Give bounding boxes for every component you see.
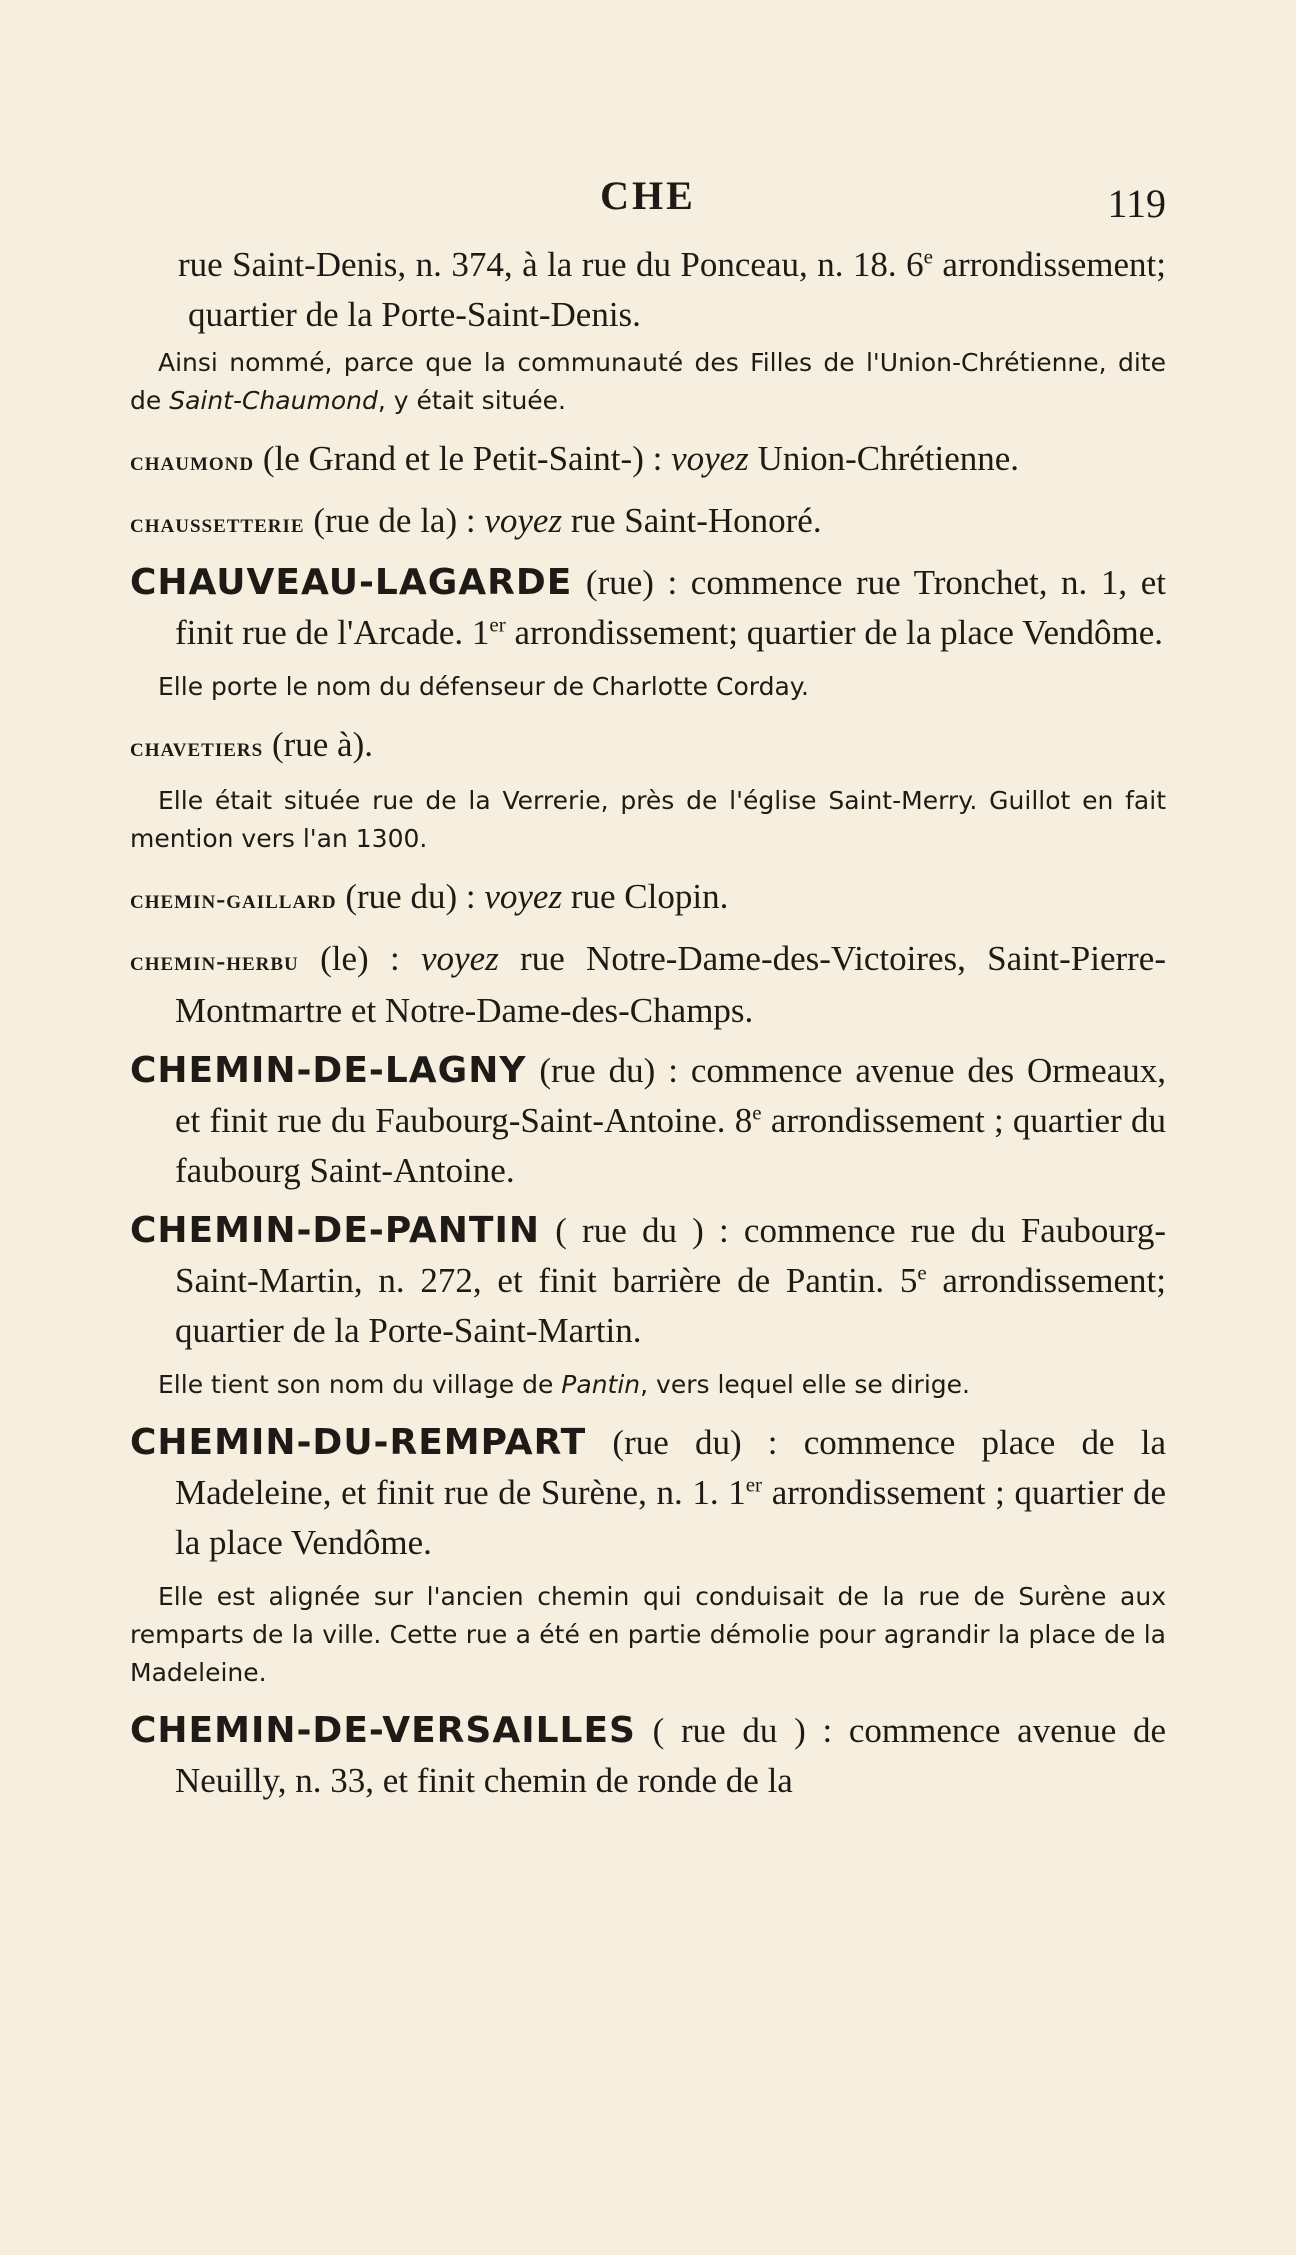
note-text: Ainsi nommé, parce que la communauté des Filles de l'Union-Chrétienne, dite de: [130, 348, 1166, 415]
entry-text: rue Saint-Honoré.: [562, 501, 822, 540]
superscript: e: [752, 1100, 762, 1125]
entry-text: (rue du) : commence avenue des Ormeaux, et finit rue du Faubourg-Saint-Antoine. 8: [175, 1051, 1166, 1140]
page-header: [130, 172, 1166, 232]
note-emphasis: Saint-Chaumond: [169, 386, 378, 415]
note-text: , vers lequel elle se dirige.: [640, 1370, 970, 1399]
entry-chemin-de-lagny: [130, 1046, 1166, 1196]
entry-chemin-de-versailles: [130, 1706, 1166, 1806]
entry-text: (rue) : commence rue Tronchet, n. 1, et finit rue de l'Arcade. 1: [175, 563, 1166, 652]
entry-text: arrondissement; quartier de la Porte-Saint-Denis.: [188, 245, 1166, 334]
entry-text: arrondissement ; quartier de la place Vendôme.: [175, 1473, 1166, 1562]
entry-headword: CHEMIN-DE-VERSAILLES: [130, 1710, 636, 1751]
note-text: , y était située.: [377, 386, 567, 415]
note-chauveau-lagarde: Elle porte le nom du défenseur de Charlotte Corday.: [158, 672, 809, 701]
note-chavetiers: Elle était située rue de la Verrerie, près de l'église Saint-Merry. Guillot en fait mention vers l'an 1300.: [130, 786, 1166, 853]
page-body: [130, 240, 1166, 1816]
entry-headword: chemin-herbu: [130, 946, 299, 976]
note-chemin-de-pantin: [130, 1366, 1166, 1404]
superscript: e: [917, 1260, 927, 1285]
entry-chaumond: [130, 434, 1166, 486]
entry-text: (rue à).: [263, 725, 373, 764]
entry-headword: CHEMIN-DU-REMPART: [130, 1422, 587, 1463]
cross-reference: voyez: [671, 439, 749, 478]
entry-chemin-du-rempart: [130, 1418, 1166, 1568]
superscript: e: [923, 244, 933, 269]
entry-text: arrondissement ; quartier du faubourg Saint-Antoine.: [175, 1101, 1166, 1190]
entry-text: (le Grand et le Petit-Saint-) :: [254, 439, 672, 478]
entry-text: rue Saint-Denis, n. 374, à la rue du Ponceau, n. 18. 6: [178, 245, 924, 284]
running-head: CHE: [600, 173, 696, 218]
entry-chavetiers: [130, 720, 1166, 772]
note-emphasis: Pantin: [561, 1370, 641, 1399]
note-text: Elle tient son nom du village de: [158, 1370, 562, 1399]
note-chemin-du-rempart: Elle est alignée sur l'ancien chemin qui conduisait de la rue de Surène aux remparts de la ville. Cette rue a été en partie démolie pour agrandir la place de la Madeleine.: [130, 1582, 1166, 1687]
entry-chauveau-lagarde: [130, 558, 1166, 658]
entry-headword: chavetiers: [130, 732, 264, 762]
entry-text: arrondissement; quartier de la place Vendôme.: [505, 613, 1164, 652]
page-number: 119: [1107, 181, 1166, 226]
cross-reference: voyez: [484, 501, 563, 540]
entry-text: (rue du) : commence place de la Madeleine, et finit rue de Surène, n. 1. 1: [175, 1423, 1166, 1512]
entry-headword: chaumond: [130, 446, 255, 476]
entry-headword: CHEMIN-DE-PANTIN: [130, 1210, 540, 1251]
entry-chaussetterie: [130, 496, 1166, 548]
entry-text: arrondissement; quartier de la Porte-Saint-Martin.: [175, 1261, 1166, 1350]
entry-text: ( rue du ) : commence avenue de Neuilly, n. 33, et finit chemin de ronde de la: [175, 1711, 1166, 1800]
cross-reference: voyez: [421, 939, 499, 978]
entry-text: rue Notre-Dame-des-Victoires, Saint-Pierre-Montmartre et Notre-Dame-des-Champs.: [175, 939, 1166, 1030]
entry-text: (le) :: [298, 939, 421, 978]
entry-headword: chemin-gaillard: [130, 884, 337, 914]
entry-text: ( rue du ) : commence rue du Faubourg-Saint-Martin, n. 272, et finit barrière de Pantin. 5: [175, 1211, 1166, 1300]
entry-text: (rue du) :: [336, 877, 485, 916]
entry-text: rue Clopin.: [562, 877, 729, 916]
superscript: er: [489, 612, 506, 637]
superscript: er: [745, 1472, 763, 1497]
entry-chemin-herbu: [130, 934, 1166, 1036]
entry-chemin-gaillard: [130, 872, 1166, 924]
entry-continuation: [130, 240, 1166, 340]
entry-text: (rue de la) :: [304, 501, 485, 540]
entry-chemin-de-pantin: [130, 1206, 1166, 1356]
entry-headword: CHEMIN-DE-LAGNY: [130, 1050, 527, 1091]
cross-reference: voyez: [484, 877, 563, 916]
note-chaumond: [130, 344, 1166, 420]
entry-text: Union-Chrétienne.: [748, 439, 1020, 478]
entry-headword: CHAUVEAU-LAGARDE: [130, 562, 573, 603]
entry-headword: chaussetterie: [130, 508, 305, 538]
